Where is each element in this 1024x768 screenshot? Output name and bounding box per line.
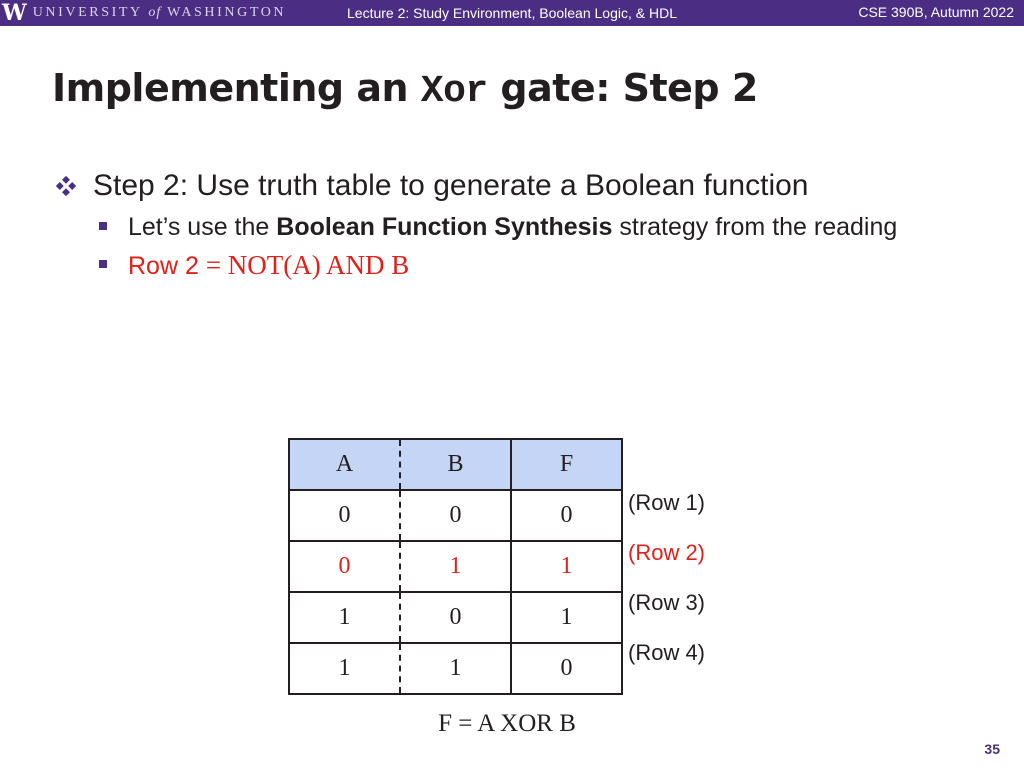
header-b: B <box>400 439 511 490</box>
header-a: A <box>289 439 400 490</box>
cell-a: 0 <box>289 490 400 541</box>
lecture-title-text: Lecture 2: Study Environment, Boolean Logic, & HDL <box>347 5 677 21</box>
wordmark-of: of <box>148 5 162 20</box>
header-bar <box>0 0 1024 26</box>
row-label: (Row 3) <box>628 590 706 615</box>
square-bullet-icon <box>99 260 107 268</box>
cell-f: 1 <box>511 592 622 643</box>
row2-expression: = NOT(A) AND B <box>205 250 410 280</box>
sub-bullet-strategy <box>56 208 908 246</box>
course-title: CSE 390B, Autumn 2022 <box>858 4 1014 20</box>
cell-b: 1 <box>400 643 511 694</box>
page-number: 35 <box>984 741 1000 757</box>
table-row <box>289 592 622 643</box>
bullet-step2 <box>56 164 956 208</box>
truth-table <box>288 438 623 695</box>
cell-b: 1 <box>400 541 511 592</box>
sub-bullet-row2 <box>56 246 908 285</box>
table-row-highlighted <box>289 541 622 592</box>
cell-b: 0 <box>400 490 511 541</box>
bullet-list <box>56 164 956 285</box>
title-suffix: gate: Step 2 <box>487 66 758 110</box>
table-row <box>289 643 622 694</box>
title-code: Xor <box>420 70 488 113</box>
row-label-highlighted: (Row 2) <box>628 540 706 565</box>
title-prefix: Implementing an <box>52 66 421 110</box>
row-label: (Row 4) <box>628 640 706 665</box>
cell-f: 1 <box>511 541 622 592</box>
wordmark-university: UNIVERSITY <box>32 5 143 20</box>
uw-w-logo-icon: W <box>2 0 27 26</box>
table-header-row <box>289 439 622 490</box>
bullet-step2-text: Step 2: Use truth table to generate a Boolean function <box>93 169 809 202</box>
row2-label: Row 2 <box>128 252 206 280</box>
xor-formula: F = A XOR B <box>438 710 576 737</box>
wordmark-washington: WASHINGTON <box>167 5 287 20</box>
header-f: F <box>511 439 622 490</box>
cell-a: 0 <box>289 541 400 592</box>
table-row <box>289 490 622 541</box>
slide-title <box>52 66 758 113</box>
row-labels <box>628 490 705 690</box>
cell-b: 0 <box>400 592 511 643</box>
strategy-text-pre: Let’s use the <box>128 213 277 241</box>
cell-f: 0 <box>511 490 622 541</box>
cell-f: 0 <box>511 643 622 694</box>
cell-a: 1 <box>289 592 400 643</box>
strategy-text-post: strategy from the reading <box>612 213 898 241</box>
diamond-bullet-icon <box>56 176 76 196</box>
strategy-text-bold: Boolean Function Synthesis <box>276 213 613 241</box>
cell-a: 1 <box>289 643 400 694</box>
row-label: (Row 1) <box>628 490 706 515</box>
square-bullet-icon <box>99 222 107 230</box>
